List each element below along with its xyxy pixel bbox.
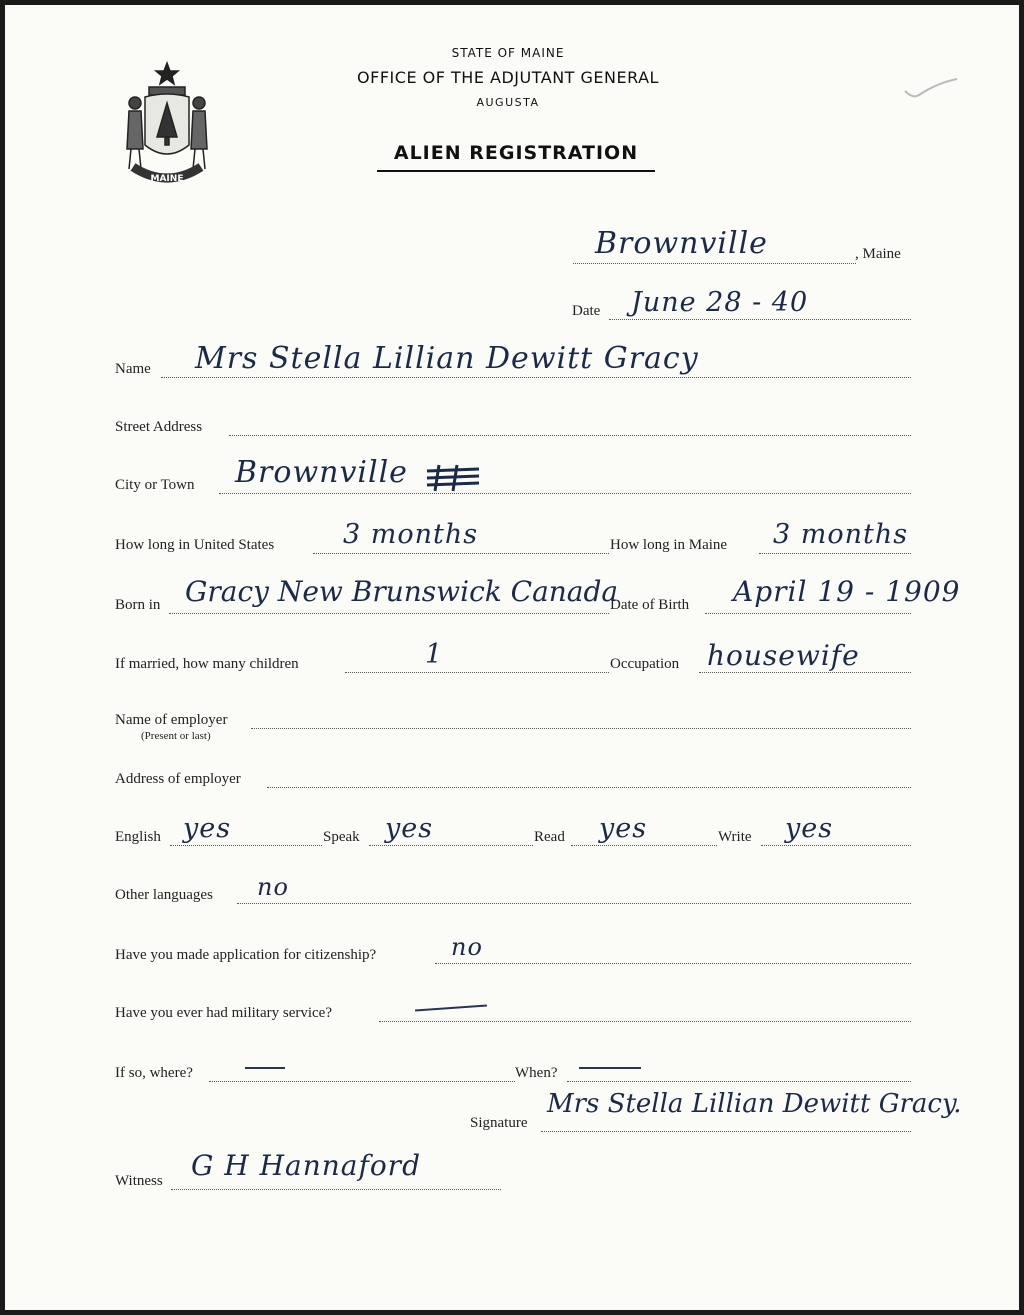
town-line bbox=[573, 263, 856, 264]
when-dash-mark bbox=[579, 1067, 641, 1069]
maine-suffix: , Maine bbox=[855, 246, 901, 262]
citizenship-label: Have you made application for citizenship? bbox=[115, 947, 377, 963]
occupation-value: housewife bbox=[707, 639, 860, 672]
city-line bbox=[219, 493, 911, 494]
children-label: If married, how many children bbox=[115, 656, 299, 672]
other-languages-line bbox=[237, 903, 911, 904]
speak-line bbox=[369, 845, 533, 846]
how-long-maine-line bbox=[759, 553, 911, 554]
read-value: yes bbox=[599, 813, 648, 844]
write-value: yes bbox=[785, 813, 834, 844]
how-long-us-line bbox=[313, 553, 609, 554]
born-in-label: Born in bbox=[115, 597, 161, 613]
occupation-line bbox=[699, 672, 911, 673]
header-state: STATE OF MAINE bbox=[451, 46, 565, 60]
citizenship-value: no bbox=[451, 933, 483, 961]
strikeout-mark-icon bbox=[423, 463, 483, 493]
date-of-birth-label: Date of Birth bbox=[610, 597, 690, 613]
employer-address-line bbox=[267, 787, 911, 788]
military-dash-mark bbox=[415, 1004, 487, 1011]
employer-address-label: Address of employer bbox=[115, 771, 241, 787]
date-line bbox=[609, 319, 911, 320]
how-long-us-label: How long in United States bbox=[115, 537, 275, 553]
name-line bbox=[161, 377, 911, 378]
born-in-line bbox=[169, 613, 609, 614]
how-long-us-value: 3 months bbox=[343, 519, 479, 550]
header-office: OFFICE OF THE ADJUTANT GENERAL bbox=[357, 68, 659, 87]
date-of-birth-value: April 19 - 1909 bbox=[733, 575, 961, 608]
other-languages-value: no bbox=[257, 873, 289, 901]
signature-line bbox=[541, 1131, 911, 1132]
city-label: City or Town bbox=[115, 477, 195, 493]
street-address-label: Street Address bbox=[115, 419, 203, 435]
english-label: English bbox=[115, 829, 161, 845]
citizenship-line bbox=[435, 963, 911, 964]
town-value: Brownville bbox=[595, 226, 768, 261]
street-address-line bbox=[229, 435, 911, 436]
other-languages-label: Other languages bbox=[115, 887, 213, 903]
name-label: Name bbox=[115, 361, 151, 377]
when-line bbox=[567, 1081, 911, 1082]
witness-value: G H Hannaford bbox=[191, 1149, 421, 1182]
children-value: 1 bbox=[425, 639, 444, 670]
if-so-where-line bbox=[209, 1081, 515, 1082]
where-dash-mark bbox=[245, 1067, 285, 1069]
write-label: Write bbox=[718, 829, 752, 845]
read-line bbox=[571, 845, 717, 846]
city-value: Brownville bbox=[235, 455, 408, 490]
form-title: ALIEN REGISTRATION bbox=[377, 142, 655, 172]
speak-value: yes bbox=[385, 813, 434, 844]
employer-name-line bbox=[251, 728, 911, 729]
name-value: Mrs Stella Lillian Dewitt Gracy bbox=[195, 341, 699, 376]
if-so-where-label: If so, where? bbox=[115, 1065, 193, 1081]
speak-label: Speak bbox=[323, 829, 360, 845]
how-long-maine-value: 3 months bbox=[773, 519, 909, 550]
employer-name-label: Name of employer bbox=[115, 712, 228, 728]
seal-banner-text: MAINE bbox=[150, 174, 184, 184]
check-mark-icon bbox=[901, 73, 961, 103]
born-in-value: Gracy New Brunswick Canada bbox=[185, 575, 619, 608]
witness-label: Witness bbox=[115, 1173, 163, 1189]
employer-name-sublabel: (Present or last) bbox=[141, 730, 211, 742]
when-label: When? bbox=[515, 1065, 558, 1081]
occupation-label: Occupation bbox=[610, 656, 680, 672]
header-city: AUGUSTA bbox=[476, 96, 540, 109]
how-long-maine-label: How long in Maine bbox=[610, 537, 728, 553]
military-line bbox=[379, 1021, 911, 1022]
military-label: Have you ever had military service? bbox=[115, 1005, 332, 1021]
english-line bbox=[170, 845, 322, 846]
write-line bbox=[761, 845, 911, 846]
date-value: June 28 - 40 bbox=[631, 287, 809, 318]
signature-value: Mrs Stella Lillian Dewitt Gracy. bbox=[547, 1089, 962, 1119]
children-line bbox=[345, 672, 609, 673]
date-label: Date bbox=[572, 303, 601, 319]
signature-label: Signature bbox=[470, 1115, 528, 1131]
registration-form bbox=[5, 5, 1019, 1310]
date-of-birth-line bbox=[705, 613, 911, 614]
witness-line bbox=[171, 1189, 501, 1190]
read-label: Read bbox=[534, 829, 565, 845]
english-value: yes bbox=[183, 813, 232, 844]
